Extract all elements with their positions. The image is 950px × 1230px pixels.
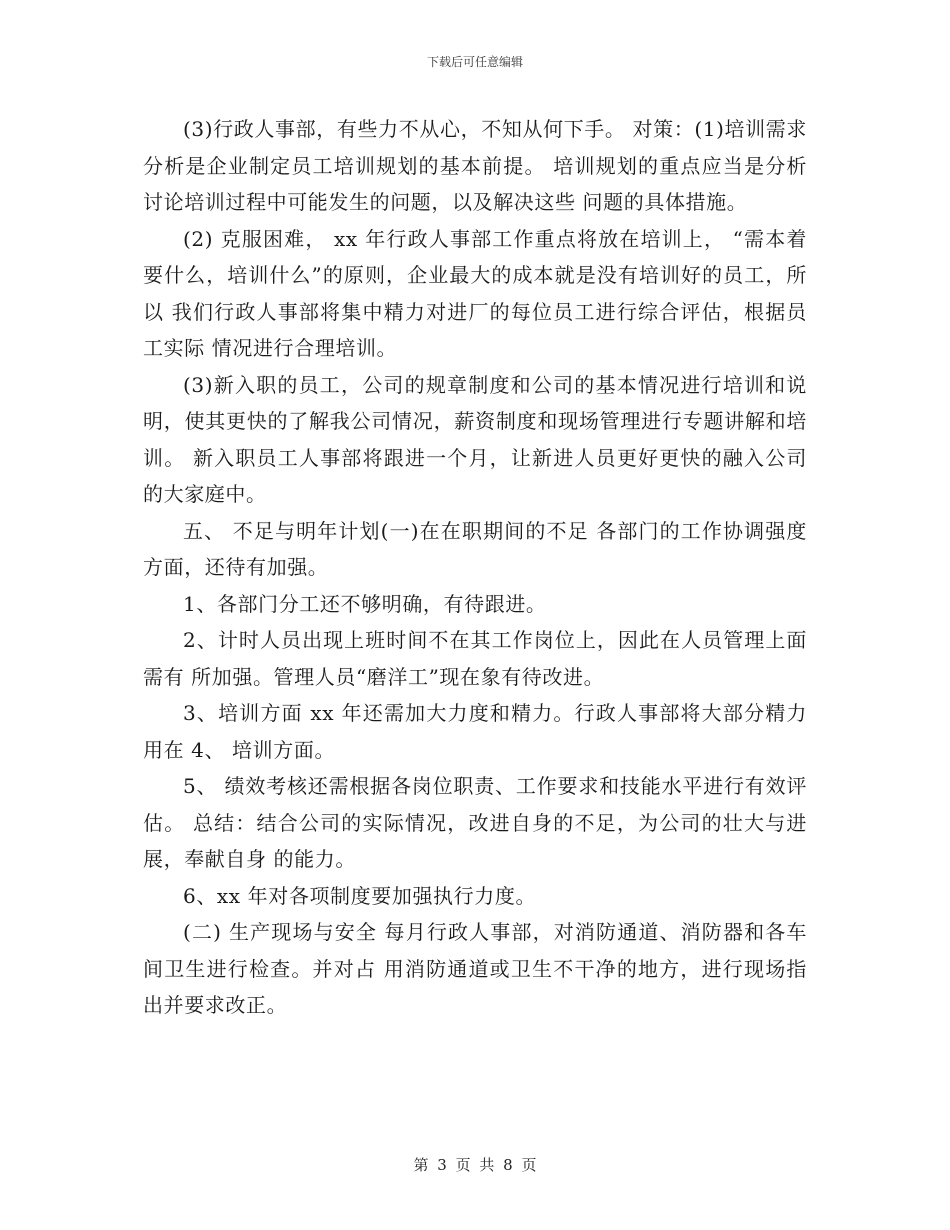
list-item-policy-enforcement: 6、xx 年对各项制度要加强执行力度。 — [183, 883, 537, 908]
paragraph-shortcomings-heading: 五、 不足与明年计划(一)在在职期间的不足 各部门的工作协调强度方面，还待有加强。 — [143, 518, 807, 579]
paragraph-new-employees: (3)新入职的员工，公司的规章制度和公司的基本情况进行培训和说明，使其更快的了解我公司情况，薪资制度和现场管理进行专题讲解和培训。 新入职员工人事部将跟进一个月，让新进人员更好更快的融入公司的大家庭中。 — [143, 372, 807, 506]
paragraph-training-analysis: (3)行政人事部，有些力不从心，不知从何下手。 对策：(1)培训需求分析是企业制定员工培训规划的基本前提。 培训规划的重点应当是分析讨论培训过程中可能发生的问题，以及解决这些 问题的具体措施。 — [143, 117, 807, 214]
paragraph-overcome-difficulties: (2) 克服困难， xx 年行政人事部工作重点将放在培训上， “需本着 要什么，培训什么”的原则，企业最大的成本就是没有培训好的员工，所以 我们行政人事部将集中精力对进厂的每位员工进行综合评估，根据员工实际 情况进行合理培训。 — [143, 226, 807, 360]
paragraph-production-safety: (二) 生产现场与安全 每月行政人事部，对消防通道、消防器和各车间卫生进行检查。并对占 用消防通道或卫生不干净的地方，进行现场指出并要求改正。 — [143, 920, 807, 1017]
list-item-division-of-labor: 1、各部门分工还不够明确，有待跟进。 — [183, 591, 547, 616]
document-body — [143, 111, 807, 1024]
list-item-hourly-staff: 2、计时人员出现上班时间不在其工作岗位上，因此在人员管理上面需有 所加强。管理人员“磨洋工”现在象有待改进。 — [143, 628, 807, 689]
page-number: 第 3 页 共 8 页 — [413, 1156, 537, 1174]
list-item-performance-review: 5、 绩效考核还需根据各岗位职责、工作要求和技能水平进行有效评估。 总结：结合公司的实际情况，改进自身的不足，为公司的壮大与进展，奉献自身 的能力。 — [143, 774, 807, 871]
list-item-training: 3、培训方面 xx 年还需加大力度和精力。行政人事部将大部分精力用在 4、 培训方面。 — [143, 701, 807, 762]
page-header: 下载后可任意编辑 — [426, 55, 523, 69]
